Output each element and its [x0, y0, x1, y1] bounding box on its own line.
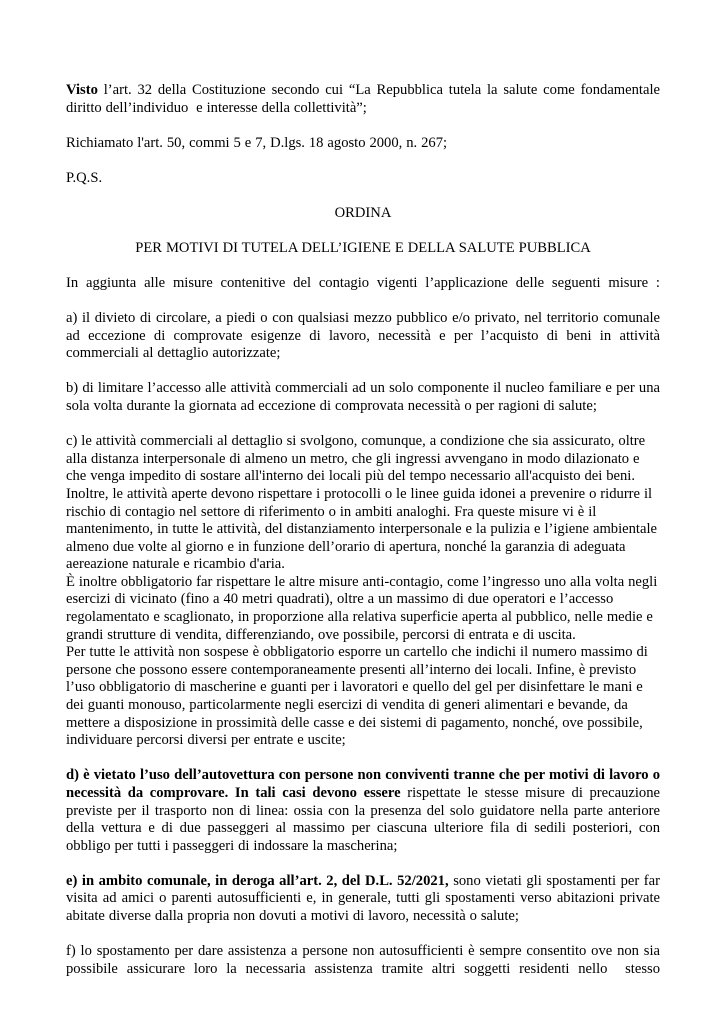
- heading-ordina: [66, 205, 660, 223]
- text-run: P.Q.S.: [66, 169, 103, 186]
- text-run: PER MOTIVI DI TUTELA DELL’IGIENE E DELLA SALUTE PUBBLICA: [135, 239, 591, 256]
- paragraph-c-part3: [66, 644, 660, 750]
- text-run: a) il divieto di circolare, a piedi o con qualsiasi mezzo pubblico e/o privato, nel territorio comunale ad eccezione di comprovate esigenze di lavoro, necessità e per l’acquisto di beni in attività commerciali al dettaglio autorizzate;: [66, 310, 660, 362]
- paragraph-c-part2: [66, 574, 660, 644]
- paragraph-d: [66, 767, 660, 855]
- text-run: c) le attività commerciali al dettaglio si svolgono, comunque, a condizione che sia assicurato, oltre alla distanza interpersonale di almeno un metro, che gli ingressi avvengano in modo dilazionato e che venga impedito di sostare all'interno dei locali più del tempo necessario all'acquisto dei beni. Inoltre, le attività aperte devono rispettare i protocolli o le linee guida idonei a prevenire o ridurre il rischio di contagio nel settore di riferimento o in ambiti analoghi. Fra queste misure vi è il mantenimento, in tutte le attività, del distanziamento interpersonale e la pulizia e l’igiene ambientale almeno due volte al giorno e in funzione dell’orario di apertura, nonché la garanzia di adeguata aereazione naturale e ricambio d'aria.: [66, 433, 657, 573]
- bold-text-run: d) è vietato l’uso dell’autovettura con persone non conviventi tranne che per motivi di lavoro o necessità da comprovare. In tali casi devono essere: [66, 767, 660, 801]
- text-run: rispettate le stesse misure di precauzione previste per il trasporto non di linea: ossia con la presenza del solo guidatore nella parte anteriore della vettura e di due passeggeri al massimo per ciascuna ulteriore fila di sedili posteriori, con obbligo per tutti i passeggeri di indossare la mascherina;: [66, 784, 660, 854]
- paragraph-b: [66, 380, 660, 415]
- paragraph-pqs: [66, 170, 660, 188]
- text-run: È inoltre obbligatorio far rispettare le altre misure anti-contagio, come l’ingresso uno alla volta negli esercizi di vicinato (fino a 40 metri quadrati), oltre a un massimo di due operatori e l’accesso regolamentato e scaglionato, in proporzione alla relativa superficie aperta al pubblico, nelle medie e grandi strutture di vendita, differenziando, ove possibile, percorsi di entrata e di uscita.: [66, 573, 658, 643]
- bold-text-run: e) in ambito comunale, in deroga all’art. 2, del D.L. 52/2021,: [66, 872, 454, 889]
- text-run: f) lo spostamento per dare assistenza a persone non autosufficienti è sempre consentito ove non sia possibile assicurare loro la necessaria assistenza tramite altri soggetti residenti nello stesso: [66, 943, 660, 977]
- text-run: l’art. 32 della Costituzione secondo cui “La Repubblica tutela la salute come fondamentale diritto dell’individuo e interesse della collettività”;: [66, 82, 660, 116]
- paragraph-f: [66, 943, 660, 978]
- text-run: Per tutte le attività non sospese è obbligatorio esporre un cartello che indichi il numero massimo di persone che possono essere contemporaneamente presenti all’interno dei locali. Infine, è previsto l’uso obbligatorio di mascherine e guanti per i lavoratori e quello del gel per disinfettare le mani e dei guanti monouso, particolarmente negli esercizi di vendita di generi alimentari e bevande, da mettere a disposizione in prossimità delle casse e dei sistemi di pagamento, nonché, ove possibile, individuare percorsi diversi per entrate e uscite;: [66, 644, 648, 749]
- text-run: In aggiunta alle misure contenitive del contagio vigenti l’applicazione delle seguenti misure :: [66, 275, 660, 292]
- paragraph-visto: [66, 82, 660, 117]
- text-run: sono vietati gli spostamenti per far visita ad amici o parenti autosufficienti e, in generale, tutti gli spostamenti verso abitazioni private abitate diverse dalla propria non dovuti a motivi di lavoro, necessità o salute;: [66, 872, 660, 924]
- heading-motivi: [66, 240, 660, 258]
- paragraph-a: [66, 310, 660, 363]
- paragraph-c-part1: [66, 433, 660, 574]
- paragraph-intro: [66, 275, 660, 293]
- paragraph-richiamato: [66, 135, 660, 153]
- paragraph-e: [66, 873, 660, 926]
- text-run: Richiamato l'art. 50, commi 5 e 7, D.lgs. 18 agosto 2000, n. 267;: [66, 134, 448, 151]
- text-run: b) di limitare l’accesso alle attività commerciali ad un solo componente il nucleo familiare e per una sola volta durante la giornata ad eccezione di comprovata necessità o per ragioni di salute;: [66, 380, 660, 415]
- text-run: ORDINA: [334, 204, 392, 221]
- document-body: [66, 82, 660, 978]
- bold-text-run: Visto: [66, 82, 98, 98]
